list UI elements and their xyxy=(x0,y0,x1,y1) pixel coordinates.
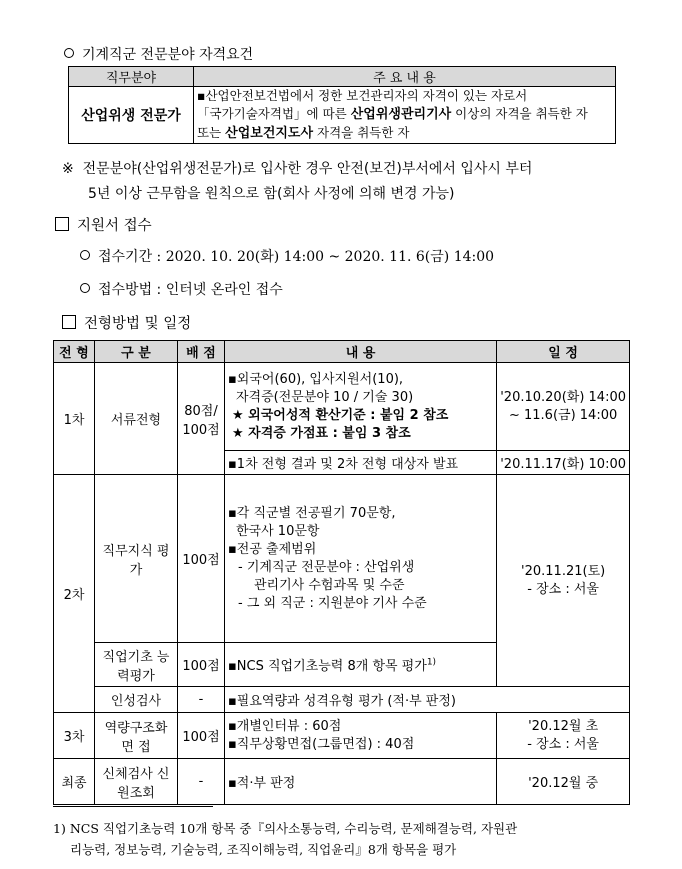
qual-row-content: ▪산업안전보건법에서 정한 보건관리자의 자격이 있는 자로서 「국가기술자격법」에 따른 산업위생관리기사 이상의 자격을 취득한 자 또는 산업보건지도사 자격을 취득한 자 xyxy=(194,87,616,144)
stage2-personality-score: - xyxy=(178,687,225,713)
table-row xyxy=(54,687,630,713)
stage1-result-date: '20.11.17(화) 10:00 xyxy=(497,451,630,475)
qual-row-label: 산업위생 전문가 xyxy=(69,87,194,144)
stage2-schedule: '20.11.21(토) - 장소 : 서울 xyxy=(497,475,630,687)
final-score: - xyxy=(178,759,225,805)
table-row xyxy=(54,713,630,759)
circle-bullet-icon xyxy=(64,48,74,58)
footnote-divider xyxy=(53,806,213,807)
stage3-score: 100점 xyxy=(178,713,225,759)
application-heading: 지원서 접수 xyxy=(55,214,152,235)
footnote-line-2: 리능력, 정보능력, 기술능력, 조직이해능력, 직업윤리』8개 항목을 평가 xyxy=(70,842,457,857)
col-category: 구 분 xyxy=(95,341,178,363)
footnote-ref: 1) xyxy=(426,657,437,668)
stage1-result: ▪1차 전형 결과 및 2차 전형 대상자 발표 xyxy=(225,451,497,475)
table-row xyxy=(54,759,630,805)
qual-section-heading xyxy=(64,44,253,64)
stage1-label: 1차 xyxy=(54,363,95,475)
col-stage: 전 형 xyxy=(54,341,95,363)
final-schedule: '20.12월 중 xyxy=(497,759,630,805)
stage2-job-content: ▪각 직군별 전공필기 70문항, 한국사 10문항 ▪전공 출제범위 - 기계직군 전문분야 : 산업위생 관리기사 수험과목 및 수준 - 그 외 직군 : 지원분야 기사 수준 xyxy=(225,475,497,643)
square-bullet-icon xyxy=(62,315,76,329)
col-score: 배 점 xyxy=(178,341,225,363)
col-content: 내 용 xyxy=(225,341,497,363)
stage2-job-category: 직무지식 평가 xyxy=(95,475,178,643)
qual-table xyxy=(68,66,616,144)
footnote-line-1: 1) NCS 직업기초능력 10개 항목 중『의사소통능력, 수리능력, 문제해결능력, 자원관 xyxy=(53,821,518,836)
col-schedule: 일 정 xyxy=(497,341,630,363)
stage1-content: ▪외국어(60), 입사지원서(10), 자격증(전문분야 10 / 기술 30) ★ 외국어성적 환산기준 : 붙임 2 참조 ★ 자격증 가점표 : 붙임 3 참조 xyxy=(225,363,497,451)
final-content: ▪적·부 판정 xyxy=(225,759,497,805)
stage2-ncs-content: ▪NCS 직업기초능력 8개 항목 평가$^{1)}$ xyxy=(225,643,497,687)
stage2-ncs-score: 100점 xyxy=(178,643,225,687)
note-mark: ※ xyxy=(62,161,74,177)
note-line-2: 5년 이상 근무함을 원칙으로 함(회사 사정에 의해 변경 가능) xyxy=(88,186,455,202)
final-label: 최종 xyxy=(54,759,95,805)
stage3-label: 3차 xyxy=(54,713,95,759)
stage1-schedule: '20.10.20(화) 14:00 ~ 11.6(금) 14:00 xyxy=(497,363,630,451)
stage2-personality-category: 인성검사 xyxy=(95,687,178,713)
circle-bullet-icon xyxy=(80,283,90,293)
selection-table xyxy=(53,340,630,805)
application-method: 접수방법 : 인터넷 온라인 접수 xyxy=(80,279,283,299)
qual-section-title: 기계직군 전문분야 자격요건 xyxy=(82,47,254,63)
stage2-label: 2차 xyxy=(54,475,95,713)
stage1-category: 서류전형 xyxy=(95,363,178,475)
stage2-personality-content: ▪필요역량과 성격유형 평가 (적·부 판정) xyxy=(225,687,630,713)
table-row xyxy=(54,363,630,451)
qual-header-field: 직무분야 xyxy=(69,67,194,87)
square-bullet-icon xyxy=(55,217,69,231)
application-period: 접수기간 : 2020. 10. 20(화) 14:00 ~ 2020. 11. 6(금) 14:00 xyxy=(80,246,494,266)
stage2-job-score: 100점 xyxy=(178,475,225,643)
final-category: 신체검사 신원조회 xyxy=(95,759,178,805)
stage1-score: 80점/ 100점 xyxy=(178,363,225,475)
stage3-category: 역량구조화 면 접 xyxy=(95,713,178,759)
qual-header-content: 주 요 내 용 xyxy=(194,67,616,87)
stage2-ncs-category: 직업기초 능력평가 xyxy=(95,643,178,687)
selection-heading: 전형방법 및 일정 xyxy=(62,312,191,333)
note-line-1: ※ 전문분야(산업위생전문가)로 입사한 경우 안전(보건)부서에서 입사시 부터 xyxy=(62,161,533,177)
table-row xyxy=(54,475,630,643)
stage3-content: ▪개별인터뷰 : 60점 ▪직무상황면접(그룹면접) : 40점 xyxy=(225,713,497,759)
circle-bullet-icon xyxy=(80,250,90,260)
stage3-schedule: '20.12월 초 - 장소 : 서울 xyxy=(497,713,630,759)
